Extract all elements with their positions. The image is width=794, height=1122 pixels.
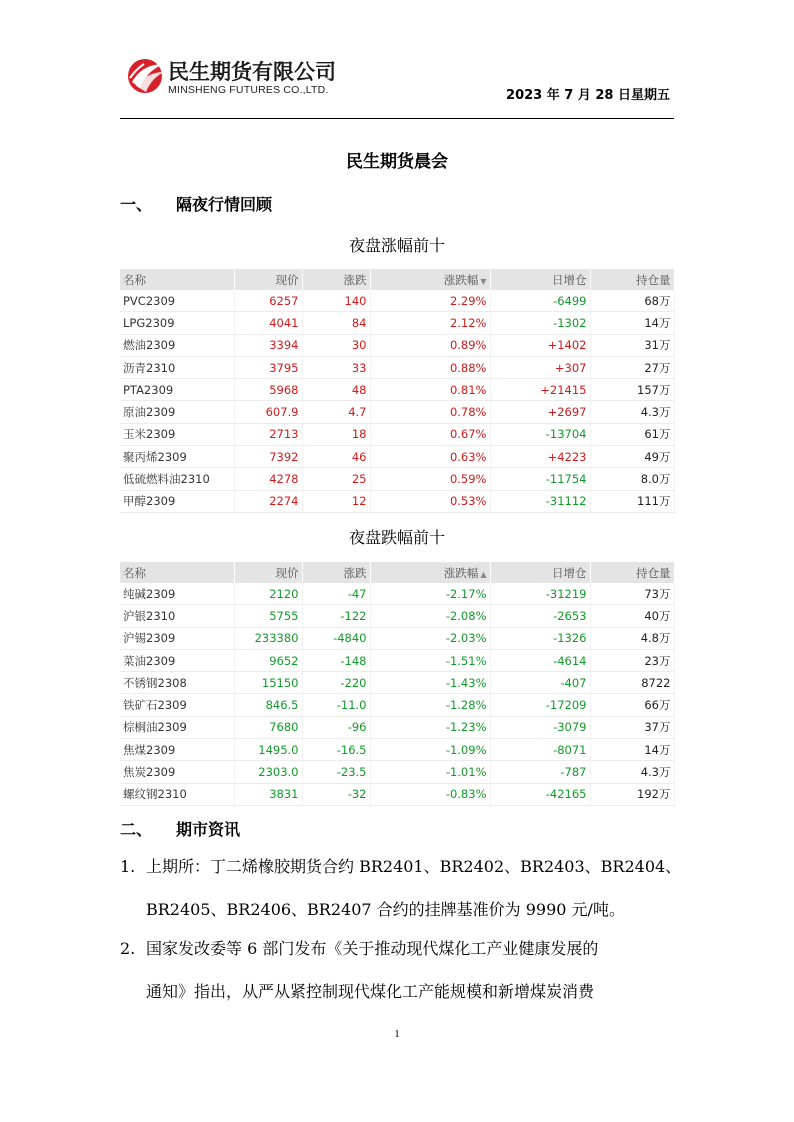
table-row[interactable]	[120, 649, 674, 671]
cell-open-interest: 27万	[590, 356, 674, 378]
cell-oi-change: +1402	[490, 334, 590, 356]
cell-price: 2120	[234, 583, 302, 605]
cell-name: PVC2309	[120, 290, 234, 312]
company-name-cn: 民生期货有限公司	[168, 60, 336, 84]
cell-change: 140	[302, 290, 370, 312]
table-row[interactable]	[120, 605, 674, 627]
news-line	[120, 927, 680, 970]
cell-change: -220	[302, 672, 370, 694]
cell-open-interest: 61万	[590, 423, 674, 445]
cell-change-pct: -1.51%	[370, 649, 490, 671]
table-row[interactable]	[120, 401, 674, 423]
cell-change-pct: 0.53%	[370, 490, 490, 512]
cell-change-pct: -1.23%	[370, 716, 490, 738]
cell-oi-change: -8071	[490, 739, 590, 761]
news-item	[120, 845, 680, 931]
col-header-oi-change[interactable]: 日增仓	[490, 269, 590, 290]
cell-oi-change: +2697	[490, 401, 590, 423]
cell-oi-change: +21415	[490, 379, 590, 401]
cell-name: 聚丙烯2309	[120, 446, 234, 468]
report-date: 2023 年 7 月 28 日星期五	[506, 88, 670, 103]
cell-oi-change: -31112	[490, 490, 590, 512]
table-row[interactable]	[120, 739, 674, 761]
cell-change: 46	[302, 446, 370, 468]
cell-price: 846.5	[234, 694, 302, 716]
cell-open-interest: 157万	[590, 379, 674, 401]
cell-change: -16.5	[302, 739, 370, 761]
cell-name: 原油2309	[120, 401, 234, 423]
company-name-en: MINSHENG FUTURES CO.,LTD.	[168, 84, 329, 96]
table-row[interactable]	[120, 423, 674, 445]
news-line: BR2405、BR2406、BR2407 合约的挂牌基准价为 9990 元/吨。	[146, 900, 625, 919]
cell-oi-change: +307	[490, 356, 590, 378]
cell-price: 6257	[234, 290, 302, 312]
cell-open-interest: 4.3万	[590, 761, 674, 783]
cell-oi-change: -42165	[490, 783, 590, 805]
table-header-row	[120, 269, 674, 290]
table-body	[120, 583, 674, 805]
table-row[interactable]	[120, 356, 674, 378]
table-row[interactable]	[120, 672, 674, 694]
cell-name: 沥青2310	[120, 356, 234, 378]
document-title: 民生期货晨会	[346, 152, 448, 172]
news-text: 上期所：丁二烯橡胶期货合约 BR2401、BR2402、BR2403、BR2404、	[146, 857, 682, 876]
table-row[interactable]	[120, 761, 674, 783]
cell-price: 2303.0	[234, 761, 302, 783]
col-header-name[interactable]: 名称	[120, 269, 234, 290]
cell-open-interest: 68万	[590, 290, 674, 312]
cell-price: 5968	[234, 379, 302, 401]
cell-change-pct: 0.63%	[370, 446, 490, 468]
cell-name: 燃油2309	[120, 334, 234, 356]
cell-change-pct: 0.67%	[370, 423, 490, 445]
cell-price: 9652	[234, 649, 302, 671]
cell-open-interest: 8.0万	[590, 468, 674, 490]
cell-name: 铁矿石2309	[120, 694, 234, 716]
cell-open-interest: 73万	[590, 583, 674, 605]
cell-oi-change: -787	[490, 761, 590, 783]
cell-name: 菜油2309	[120, 649, 234, 671]
col-header-open-interest[interactable]: 持仓量	[590, 269, 674, 290]
cell-oi-change: -1302	[490, 312, 590, 334]
cell-change-pct: -0.83%	[370, 783, 490, 805]
cell-change: -32	[302, 783, 370, 805]
cell-price: 7680	[234, 716, 302, 738]
cell-name: 低硫燃料油2310	[120, 468, 234, 490]
cell-price: 7392	[234, 446, 302, 468]
cell-name: 甲醇2309	[120, 490, 234, 512]
cell-oi-change: -11754	[490, 468, 590, 490]
cell-open-interest: 14万	[590, 312, 674, 334]
cell-open-interest: 111万	[590, 490, 674, 512]
table-row[interactable]	[120, 468, 674, 490]
news-line	[120, 845, 680, 888]
news-number: 1.	[120, 857, 136, 876]
night-gainers-table	[120, 269, 675, 513]
cell-change: -96	[302, 716, 370, 738]
table-row[interactable]	[120, 490, 674, 512]
cell-open-interest: 40万	[590, 605, 674, 627]
table-body	[120, 290, 674, 512]
cell-change-pct: -2.08%	[370, 605, 490, 627]
minsheng-logo-icon	[126, 56, 166, 100]
col-header-change[interactable]: 涨跌	[302, 562, 370, 583]
cell-name: 沪锡2309	[120, 627, 234, 649]
col-header-price[interactable]: 现价	[234, 562, 302, 583]
section-number: 一、	[120, 195, 153, 214]
table-row[interactable]	[120, 783, 674, 805]
col-header-change-pct[interactable]	[370, 269, 490, 290]
col-header-change-pct-label: 涨跌幅	[443, 565, 479, 580]
cell-change-pct: 0.89%	[370, 334, 490, 356]
cell-name: LPG2309	[120, 312, 234, 334]
cell-open-interest: 192万	[590, 783, 674, 805]
cell-open-interest: 66万	[590, 694, 674, 716]
cell-name: 焦炭2309	[120, 761, 234, 783]
table-row[interactable]	[120, 694, 674, 716]
cell-change: 30	[302, 334, 370, 356]
cell-price: 3394	[234, 334, 302, 356]
cell-change-pct: 0.78%	[370, 401, 490, 423]
table-row[interactable]	[120, 379, 674, 401]
table-row[interactable]	[120, 446, 674, 468]
cell-open-interest: 4.3万	[590, 401, 674, 423]
cell-name: 纯碱2309	[120, 583, 234, 605]
cell-change-pct: 2.29%	[370, 290, 490, 312]
cell-oi-change: +4223	[490, 446, 590, 468]
sort-asc-icon: ▲	[480, 569, 487, 579]
col-header-price[interactable]: 现价	[234, 269, 302, 290]
cell-price: 15150	[234, 672, 302, 694]
cell-price: 3831	[234, 783, 302, 805]
cell-price: 4041	[234, 312, 302, 334]
up-table-title: 夜盘涨幅前十	[348, 236, 445, 255]
cell-change-pct: 0.59%	[370, 468, 490, 490]
cell-change-pct: -2.17%	[370, 583, 490, 605]
cell-change: -4840	[302, 627, 370, 649]
cell-change-pct: 2.12%	[370, 312, 490, 334]
section-heading-review	[120, 192, 272, 215]
cell-price: 3795	[234, 356, 302, 378]
cell-change-pct: -2.03%	[370, 627, 490, 649]
table-header-row	[120, 562, 674, 583]
cell-change: 25	[302, 468, 370, 490]
col-header-change-pct-label: 涨跌幅	[443, 272, 479, 287]
cell-change: 4.7	[302, 401, 370, 423]
cell-oi-change: -31219	[490, 583, 590, 605]
table-row[interactable]	[120, 583, 674, 605]
header-divider	[120, 118, 674, 119]
cell-change: 12	[302, 490, 370, 512]
cell-change-pct: -1.28%	[370, 694, 490, 716]
cell-open-interest: 4.8万	[590, 627, 674, 649]
cell-name: 棕榈油2309	[120, 716, 234, 738]
col-header-change[interactable]: 涨跌	[302, 269, 370, 290]
cell-oi-change: -3079	[490, 716, 590, 738]
sort-desc-icon: ▼	[480, 276, 487, 286]
night-losers-table	[120, 562, 675, 806]
col-header-oi-change[interactable]: 日增仓	[490, 562, 590, 583]
cell-price: 5755	[234, 605, 302, 627]
cell-open-interest: 31万	[590, 334, 674, 356]
cell-oi-change: -4614	[490, 649, 590, 671]
col-header-change-pct[interactable]	[370, 562, 490, 583]
cell-change: 18	[302, 423, 370, 445]
cell-name: 玉米2309	[120, 423, 234, 445]
col-header-name[interactable]: 名称	[120, 562, 234, 583]
cell-open-interest: 49万	[590, 446, 674, 468]
news-text: 国家发改委等 6 部门发布《关于推动现代煤化工产业健康发展的	[146, 939, 599, 958]
cell-change: 84	[302, 312, 370, 334]
cell-price: 4278	[234, 468, 302, 490]
table-row[interactable]	[120, 312, 674, 334]
cell-price: 2274	[234, 490, 302, 512]
cell-change-pct: 0.81%	[370, 379, 490, 401]
cell-open-interest: 23万	[590, 649, 674, 671]
cell-change-pct: -1.09%	[370, 739, 490, 761]
cell-name: 不锈钢2308	[120, 672, 234, 694]
cell-name: 焦煤2309	[120, 739, 234, 761]
cell-open-interest: 14万	[590, 739, 674, 761]
cell-change: -11.0	[302, 694, 370, 716]
cell-change-pct: -1.43%	[370, 672, 490, 694]
cell-oi-change: -6499	[490, 290, 590, 312]
cell-name: PTA2309	[120, 379, 234, 401]
cell-price: 607.9	[234, 401, 302, 423]
cell-price: 233380	[234, 627, 302, 649]
down-table-title: 夜盘跌幅前十	[348, 528, 445, 547]
cell-change: -47	[302, 583, 370, 605]
cell-open-interest: 8722	[590, 672, 674, 694]
table-row[interactable]	[120, 334, 674, 356]
table-row[interactable]	[120, 627, 674, 649]
page-number: 1	[394, 1028, 400, 1040]
cell-open-interest: 37万	[590, 716, 674, 738]
cell-oi-change: -407	[490, 672, 590, 694]
cell-name: 沪银2310	[120, 605, 234, 627]
section-title: 期市资讯	[176, 820, 241, 839]
news-number: 2.	[120, 939, 136, 958]
cell-oi-change: -2653	[490, 605, 590, 627]
cell-price: 2713	[234, 423, 302, 445]
section-number: 二、	[120, 820, 153, 839]
news-item	[120, 927, 680, 1013]
cell-change: 48	[302, 379, 370, 401]
company-logo	[126, 56, 366, 102]
table-row[interactable]	[120, 716, 674, 738]
table-row[interactable]	[120, 290, 674, 312]
section-title: 隔夜行情回顾	[176, 195, 273, 214]
cell-change: 33	[302, 356, 370, 378]
cell-oi-change: -17209	[490, 694, 590, 716]
cell-name: 螺纹钢2310	[120, 783, 234, 805]
cell-change: -23.5	[302, 761, 370, 783]
cell-change: -122	[302, 605, 370, 627]
news-line: 通知》指出，从严从紧控制现代煤化工产能规模和新增煤炭消费	[146, 982, 595, 1001]
cell-oi-change: -13704	[490, 423, 590, 445]
cell-oi-change: -1326	[490, 627, 590, 649]
cell-change-pct: -1.01%	[370, 761, 490, 783]
cell-change: -148	[302, 649, 370, 671]
section-heading-news	[120, 817, 240, 840]
cell-change-pct: 0.88%	[370, 356, 490, 378]
col-header-open-interest[interactable]: 持仓量	[590, 562, 674, 583]
cell-price: 1495.0	[234, 739, 302, 761]
